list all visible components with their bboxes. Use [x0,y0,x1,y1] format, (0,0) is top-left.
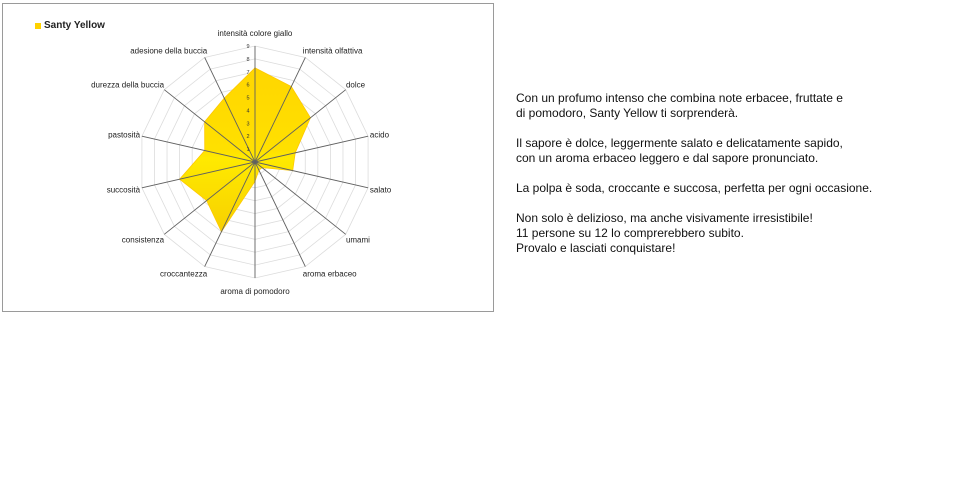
description-line: Il sapore è dolce, leggermente salato e delicatamente sapido, [516,136,843,150]
category-label: aroma di pomodoro [220,287,290,296]
radar-plot [3,4,495,313]
category-label: croccantezza [160,269,208,279]
tick-label: 9 [246,44,250,50]
description-line: 11 persone su 12 lo comprerebbero subito. [516,226,744,240]
description-line: Non solo è delizioso, ma anche visivamente irresistibile! [516,211,813,225]
category-label: pastosità [108,130,141,140]
description-line: Provalo e lasciati conquistare! [516,241,676,255]
tick-label: 8 [246,56,250,63]
description-line: con un aroma erbaceo leggero e dal sapore pronunciato. [516,151,819,165]
description-paragraph [516,136,936,166]
legend-label: Santy Yellow [44,20,105,31]
category-label: salato [369,185,392,195]
description-paragraph [516,181,936,196]
category-label: succosità [106,185,141,195]
radar-chart [2,3,494,312]
axis-spoke [255,162,368,188]
description-paragraph [516,91,936,121]
tick-label: 7 [246,69,250,76]
tick-label: 6 [246,82,250,89]
description-paragraph [516,211,936,256]
tick-label: 5 [246,95,250,102]
product-description [516,91,936,271]
category-label: consistenza [121,235,165,245]
description-line: Con un profumo intenso che combina note erbacee, fruttate e [516,91,843,105]
description-line: di pomodoro, Santy Yellow ti sorprenderà. [516,106,739,120]
tick-label: 3 [246,121,250,128]
description-line: La polpa è soda, croccante e succosa, perfetta per ogni occasione. [516,181,873,195]
category-label: dolce [345,80,366,90]
category-label: umami [345,235,370,245]
category-label: intensità olfattiva [302,46,363,56]
category-label: durezza della buccia [91,80,165,90]
tick-label: 1 [246,147,250,154]
category-label: acido [369,130,390,140]
category-label: aroma erbaceo [302,269,357,279]
series-area-santy-yellow [180,68,311,232]
category-label: intensità colore giallo [217,29,293,38]
tick-label: 2 [246,134,250,141]
category-label: adesione della buccia [130,46,208,56]
tick-label: 4 [246,108,250,115]
